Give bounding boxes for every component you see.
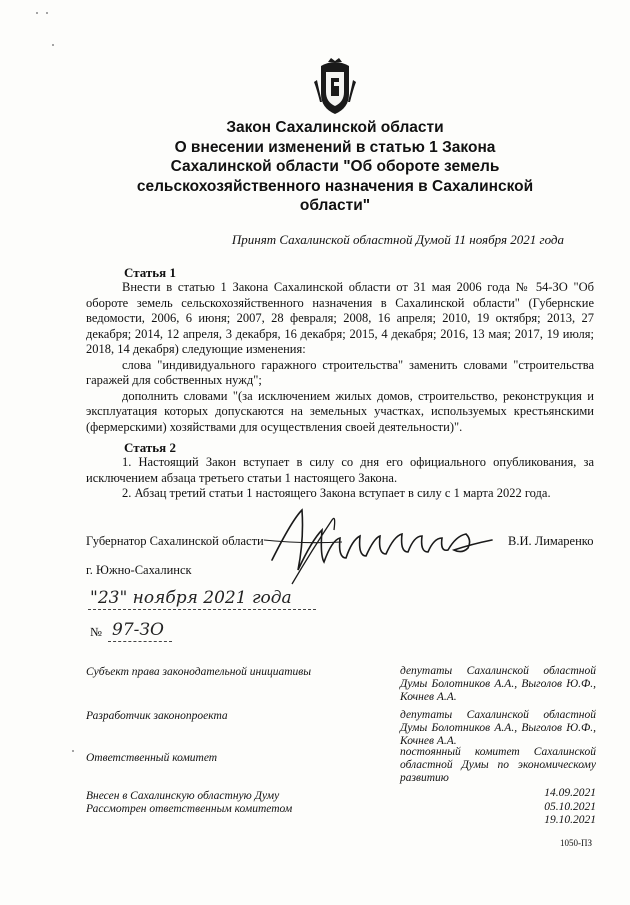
committee-value: постоянный комитет Сахалинской областной Думы по экономическому развитию	[400, 746, 596, 784]
article-1-change-1: слова "индивидуального гаражного строительства" заменить словами "строительства гаражей для собственных нужд";	[86, 357, 594, 387]
article-2-para-2: 2. Абзац третий статьи 1 настоящего Закона вступает в силу с 1 марта 2022 года.	[122, 486, 551, 500]
scan-artifact	[36, 12, 38, 14]
initiative-label: Субъект права законодательной инициативы	[86, 666, 312, 678]
article-1-body	[86, 280, 594, 435]
dates-block	[480, 787, 596, 828]
article-2-heading: Статья 2	[124, 440, 176, 455]
law-number-label: №	[90, 625, 102, 639]
adoption-note: Принят Сахалинской областной Думой 11 ноября 2021 года	[231, 232, 564, 247]
title-line: Сахалинской области "Об обороте земель	[170, 158, 500, 175]
reviewed-label: Рассмотрен ответственным комитетом	[86, 803, 293, 815]
article-1-change-2: дополнить словами "(за исключением жилых домов, строительство, реконструкция и эксплуатация которых допускаются на земельных участках, используемых крестьянскими (фермерскими) хозяйствами для осуществления своей деятельности)".	[86, 388, 594, 434]
article-2-para-1: 1. Настоящий Закон вступает в силу со дня его официального опубликования, за исключением абзаца третьего статьи 1 настоящего Закона.	[86, 455, 594, 485]
law-number: 97-ЗО	[112, 620, 164, 640]
committee-label: Ответственный комитет	[86, 752, 218, 764]
scan-artifact	[46, 12, 48, 14]
coat-of-arms-icon	[312, 56, 358, 118]
date-underline	[88, 609, 316, 610]
scan-artifact	[52, 44, 54, 46]
handwritten-signature	[262, 500, 502, 595]
date-reviewed: 05.10.2021	[544, 800, 596, 813]
document-code: 1050-ПЗ	[560, 838, 593, 848]
title-line: О внесении изменений в статью 1 Закона	[174, 138, 496, 156]
title-line: области"	[299, 197, 371, 214]
submitted-label: Внесен в Сахалинскую областную Думу	[86, 790, 280, 802]
article-1-intro: Внести в статью 1 Закона Сахалинской области от 31 мая 2006 года № 54-ЗО "Об обороте земель сельскохозяйственного назначения в Сахалинской области" (Губернские ведомости, 2006, 6 июня; 2007, 28 февраля; 2008, 16 апреля; 2010, 19 октября; 2013, 27 декабря; 2014, 12 апреля, 3 декабря, 16 декабря; 2015, 4 декабря; 2016, 13 мая; 2017, 19 июля; 2018, 14 декабря) следующие изменения:	[86, 280, 594, 356]
scan-artifact	[72, 750, 74, 752]
initiative-value: депутаты Сахалинской областной Думы Болотников А.А., Выголов Ю.Ф., Кочнев А.А.	[400, 665, 596, 703]
title-line: Закон Сахалинской области	[226, 119, 444, 136]
date-submitted: 14.09.2021	[544, 787, 596, 799]
signing-date: "23" ноября 2021 года	[90, 588, 292, 608]
number-underline	[108, 641, 172, 642]
governor-title: Губернатор Сахалинской области	[86, 534, 264, 548]
title-line: сельскохозяйственного назначения в Сахалинской	[136, 177, 534, 195]
date-third: 19.10.2021	[544, 814, 596, 826]
law-title	[100, 118, 570, 216]
article-1-heading: Статья 1	[124, 265, 176, 280]
city: г. Южно-Сахалинск	[86, 563, 192, 577]
article-2-body	[86, 455, 594, 502]
governor-name: В.И. Лимаренко	[508, 534, 594, 548]
developer-label: Разработчик законопроекта	[86, 710, 228, 722]
developer-value: депутаты Сахалинской областной Думы Болотников А.А., Выголов Ю.Ф., Кочнев А.А.	[400, 709, 596, 747]
